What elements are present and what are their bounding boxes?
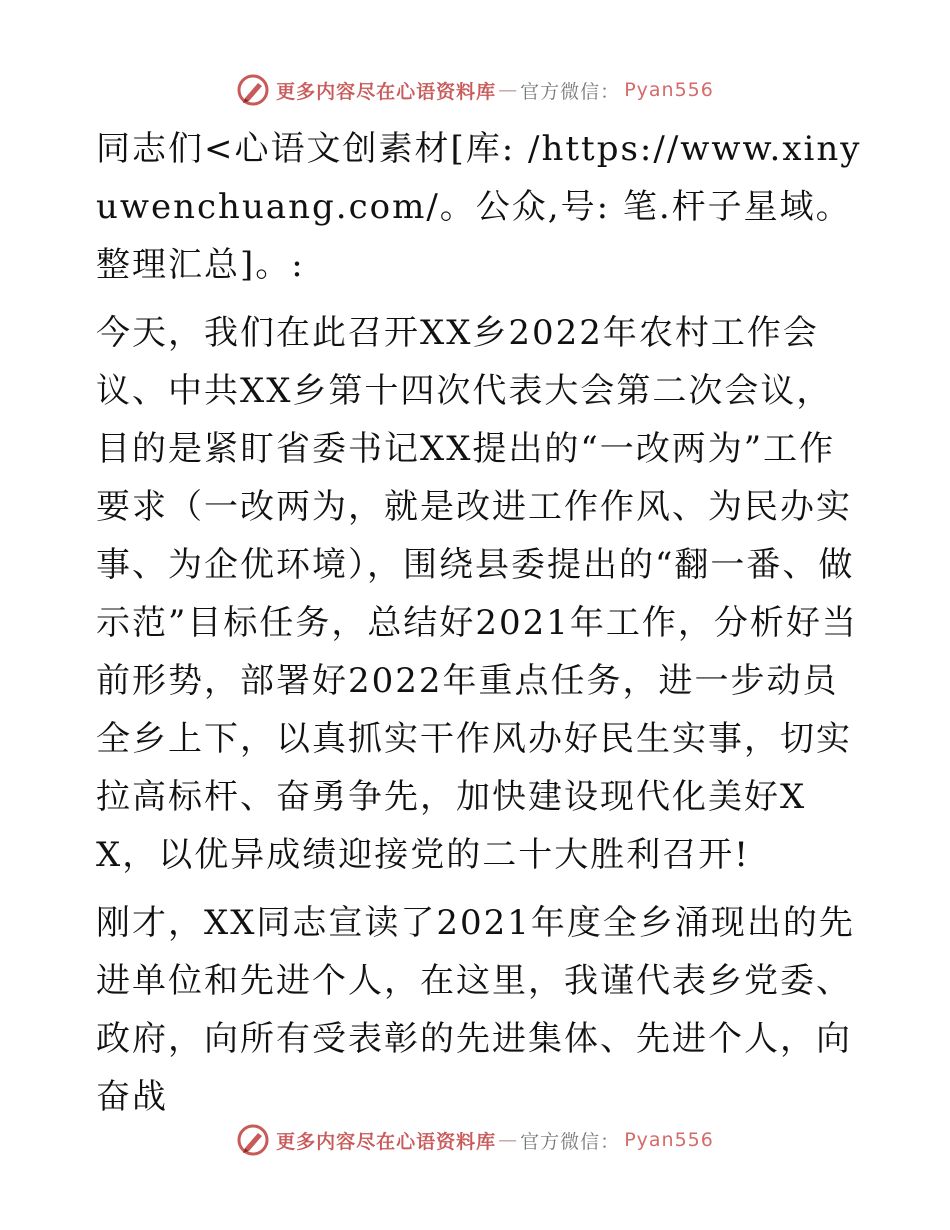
- paragraph-3: 刚才，XX同志宣读了2021年度全乡涌现出的先进单位和先进个人，在这里，我谨代表乡党委、政府，向所有受表彰的先进集体、先进个人，向奋战: [96, 903, 855, 1117]
- watermark-wechat-id: Pyan556: [624, 1129, 714, 1151]
- paragraph-2: 今天，我们在此召开XX乡2022年农村工作会议、中共XX乡第十四次代表大会第二次会议，目的是紧盯省委书记XX提出的“一改两为”工作要求（一改两为，就是改进工作作风、为民办实事、为企优环境），围绕县委提出的“翻一番、做示范”目标任务，总结好2021年工作，分析好当前形势，部署好2022年重点任务，进一步动员全乡上下，以真抓实干作风办好民生实事，切实拉高标杆、奋勇争先，加快建设现代化美好XX，以优异成绩迎接党的二十大胜利召开!: [96, 313, 858, 875]
- watermark-sub-text: 官方微信：: [520, 1130, 621, 1153]
- watermark-header: [0, 70, 950, 110]
- watermark-dash: —: [498, 79, 519, 101]
- pen-logo-icon: [236, 1123, 270, 1157]
- watermark-main-text: 更多内容尽在心语资料库: [276, 1130, 497, 1153]
- watermark-main-text: 更多内容尽在心语资料库: [276, 80, 497, 103]
- document-body: [96, 120, 866, 1136]
- watermark-dash: —: [498, 1129, 519, 1151]
- watermark-sub-text: 官方微信：: [520, 80, 621, 103]
- paragraph-1: 同志们<心语文创素材[库: /https://www.xinyuwenchuang.com/。公众,号: 笔.杆子星域。整理汇总]。:: [96, 129, 862, 285]
- watermark-footer: [0, 1120, 950, 1160]
- pen-logo-icon: [236, 73, 270, 107]
- watermark-wechat-id: Pyan556: [624, 79, 714, 101]
